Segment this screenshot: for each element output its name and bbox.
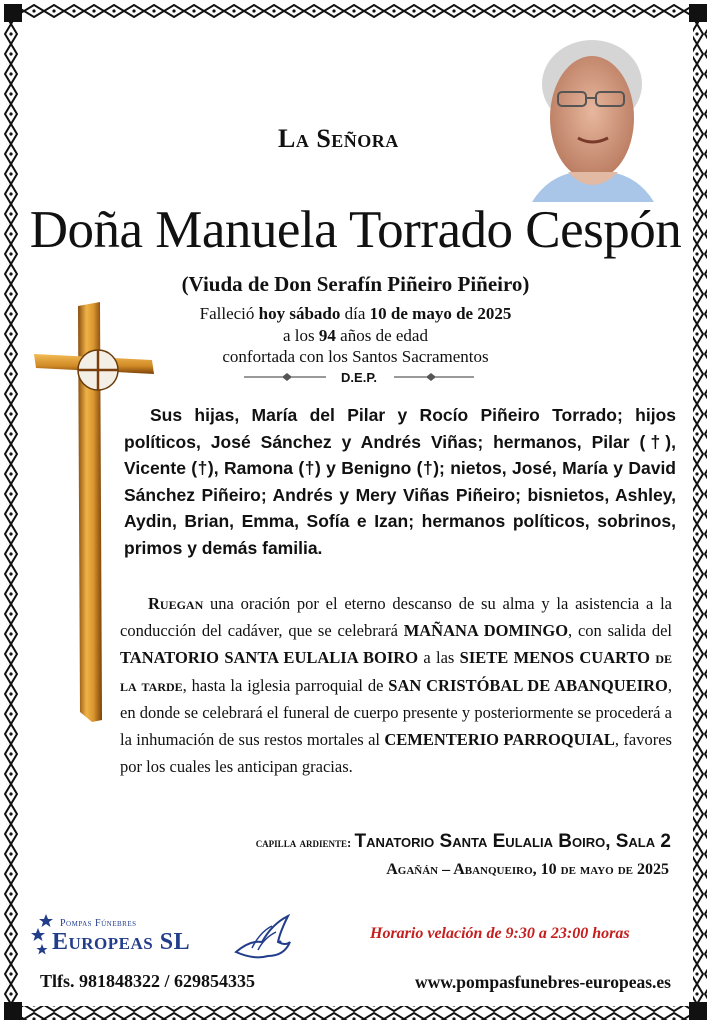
chapel-value: Tanatorio Santa Eulalia Boiro, Sala 2 xyxy=(354,831,671,852)
widow-of-line: (Viuda de Don Serafín Piñeiro Piñeiro) xyxy=(181,272,530,296)
portrait-photo xyxy=(528,26,656,202)
family-list: Sus hijas, María del Pilar y Rocío Piñeiro Torrado; hijos políticos, José Sánchez y Andrés Viñas; hermanos, Pilar (†), Vicente (†), Ramona (†) y Benigno (†); nietos, José, María y David Sánchez Piñeiro; Andrés y Mery Viñas Piñeiro; bisnietos, Ashley, Aydin, Brian, Emma, Sofía e Izan; hermanos políticos, sobrinos, primos y demás familia. xyxy=(124,405,676,558)
age-line: a los 94 años de edad xyxy=(283,326,428,345)
chapel-label: capilla ardiente: xyxy=(255,835,355,850)
deceased-name: Doña Manuela Torrado Cespón xyxy=(29,201,682,259)
company-logo xyxy=(28,912,228,962)
company-tagline: Pompas Fúnebres xyxy=(60,918,137,929)
header-title: La Señora xyxy=(278,124,399,153)
dove-icon xyxy=(232,912,292,962)
death-date-line: Falleció hoy sábado día 10 de mayo de 2025 xyxy=(199,304,512,323)
dep-divider xyxy=(244,368,474,388)
request-paragraph: Ruegan una oración por el eterno descanso de su alma y la asistencia a la conducción del cadáver, que se celebrará MAÑANA DOMINGO, con salida del TANATORIO SANTA EULALIA BOIRO a las SIETE MENOS CUARTO de la tarde, hasta la iglesia parroquial de SAN CRISTÓBAL DE ABANQUEIRO, en donde se celebrará el funeral de cuerpo presente y posteriormente se procederá a la inhumación de sus restos mortales al CEMENTERIO PARROQUIAL, favores por los cuales les anticipan gracias. xyxy=(120,594,672,777)
funeral-chapel xyxy=(256,831,671,853)
company-name: Europeas SL xyxy=(52,929,191,955)
company-website[interactable]: www.pompasfunebres-europeas.es xyxy=(414,972,671,992)
place-date: Agañán – Abanqueiro, 10 de mayo de 2025 xyxy=(386,861,669,878)
dep-label: D.E.P. xyxy=(341,370,377,385)
company-phones: Tlfs. 981848322 / 629854335 xyxy=(40,971,256,991)
sacraments-line: confortada con los Santos Sacramentos xyxy=(222,347,489,366)
viewing-hours: Horario velación de 9:30 a 23:00 horas xyxy=(370,925,630,942)
